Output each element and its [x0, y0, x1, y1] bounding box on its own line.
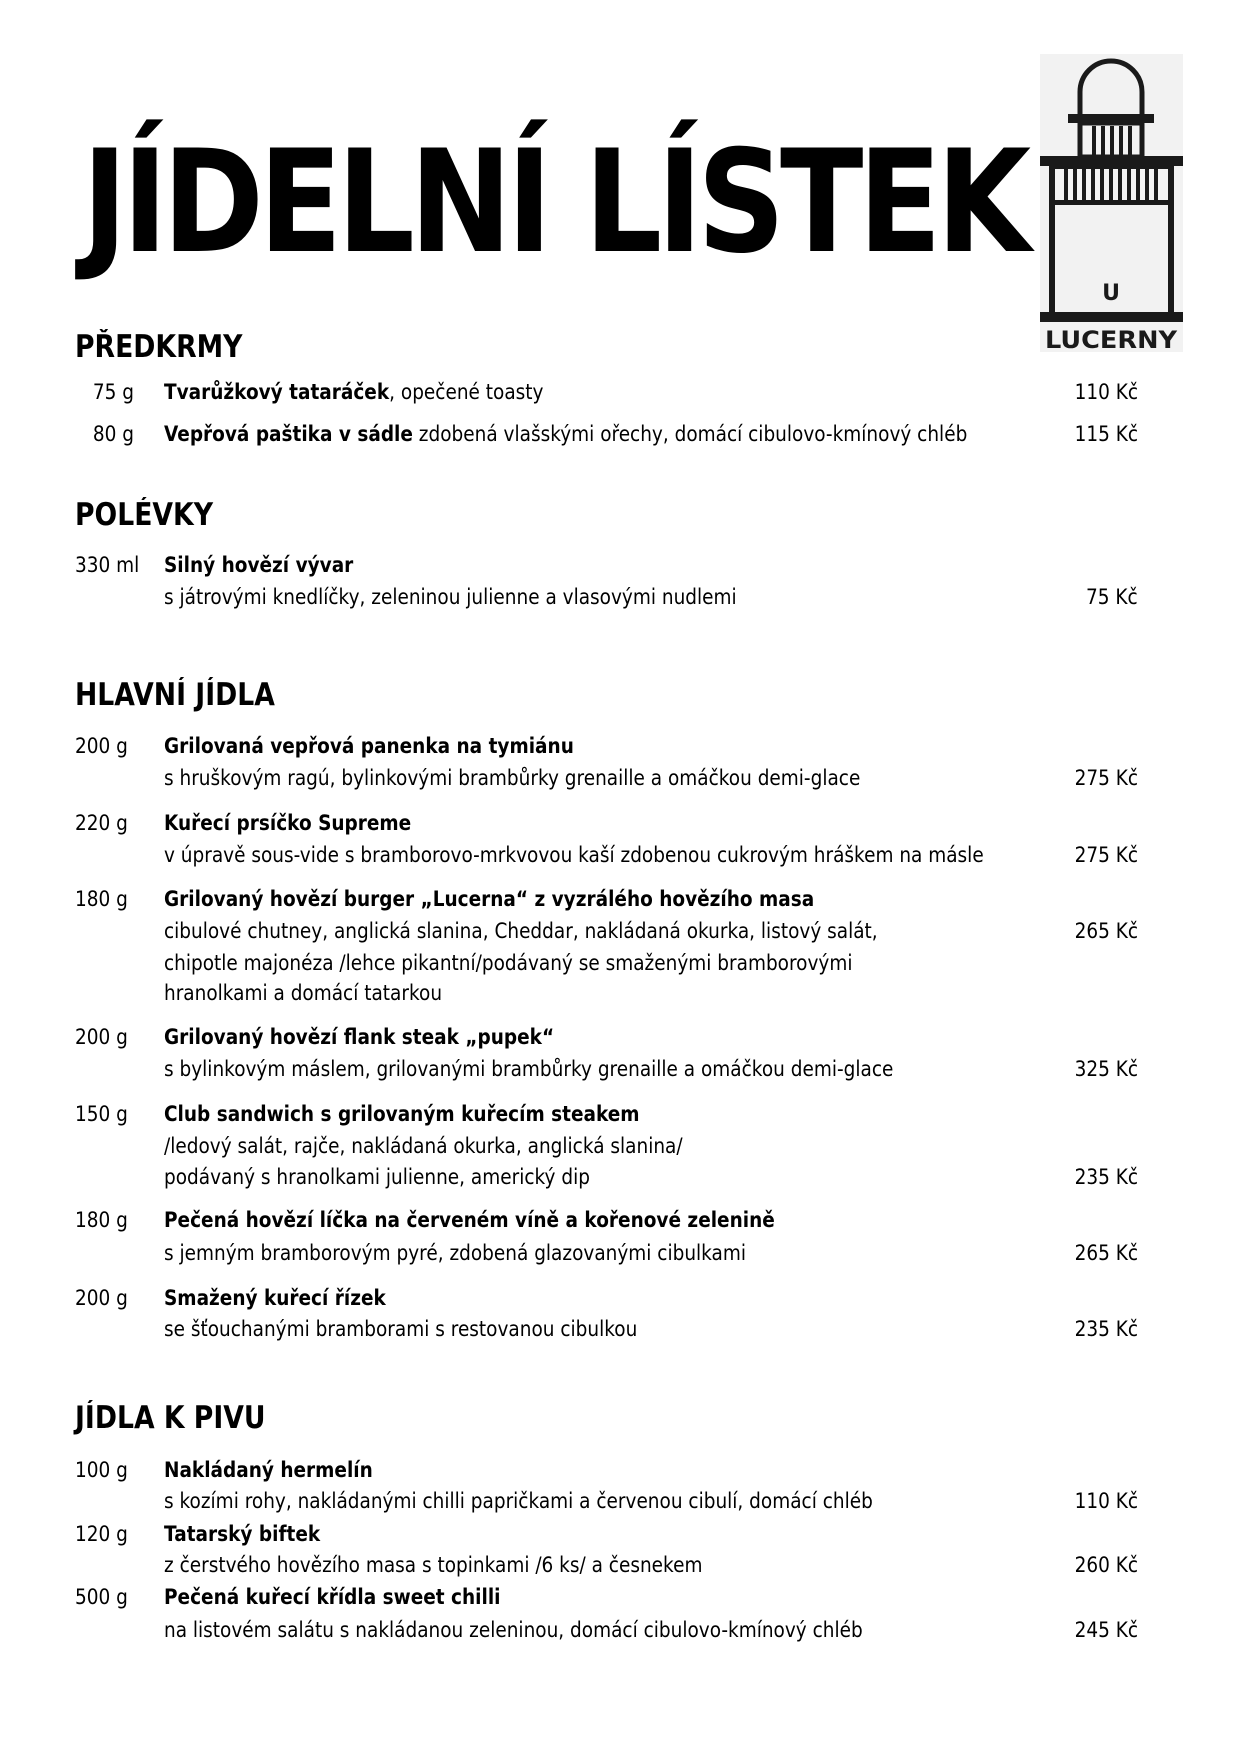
item-description: z čerstvého hovězího masa s topinkami /6 ks/ a česnekem [164, 1553, 703, 1577]
item-description: s bylinkovým máslem, grilovanými brambůrky grenaille a omáčkou demi-glace [164, 1057, 894, 1081]
item-name: Tatarský biftek [164, 1522, 321, 1546]
item-price: 275 Kč [1074, 843, 1138, 867]
item-name: Pečená kuřecí křídla sweet chilli [164, 1585, 501, 1609]
item-price: 110 Kč [1074, 1489, 1138, 1513]
item-weight: 120 g [75, 1522, 128, 1546]
lantern-tower-icon [1040, 54, 1183, 352]
item-name: Silný hovězí vývar [164, 553, 354, 577]
menu-item [164, 382, 543, 403]
item-price: 115 Kč [1074, 422, 1138, 446]
item-name: Vepřová paštika v sádle [164, 422, 413, 446]
item-description: zdobená vlašskými ořechy, domácí cibulovo-kmínový chléb [412, 422, 968, 446]
item-description: v úpravě sous-vide s bramborovo-mrkvovou kaší zdobenou cukrovým hráškem na másle [164, 843, 984, 867]
item-weight: 80 g [92, 422, 134, 446]
item-description: hranolkami a domácí tatarkou [164, 981, 443, 1005]
item-price: 75 Kč [1086, 585, 1138, 609]
item-name: Tvarůžkový tataráček [164, 380, 390, 404]
item-description: s kozími rohy, nakládanými chilli papričkami a červenou cibulí, domácí chléb [164, 1489, 873, 1513]
item-name: Grilovaný hovězí flank steak „pupek“ [164, 1025, 555, 1049]
item-description: s játrovými knedlíčky, zeleninou julienne a vlasovými nudlemi [164, 585, 737, 609]
item-weight: 500 g [75, 1585, 128, 1609]
item-price: 235 Kč [1074, 1317, 1138, 1341]
item-description: chipotle majonéza /lehce pikantní/podávaný se smaženými bramborovými [164, 951, 853, 975]
item-weight: 200 g [75, 1025, 128, 1049]
item-weight: 180 g [75, 1208, 128, 1232]
item-weight: 200 g [75, 734, 128, 758]
page-title: JÍDELNÍ LÍSTEK [82, 120, 1026, 285]
svg-text:LUCERNY: LUCERNY [1045, 326, 1178, 352]
item-price: 245 Kč [1074, 1618, 1138, 1642]
item-weight: 200 g [75, 1286, 128, 1310]
item-name: Nakládaný hermelín [164, 1458, 373, 1482]
svg-text:U: U [1102, 281, 1120, 306]
item-weight: 180 g [75, 887, 128, 911]
item-description: , opečené toasty [389, 380, 544, 404]
item-name: Kuřecí prsíčko Supreme [164, 811, 412, 835]
item-weight: 150 g [75, 1102, 128, 1126]
item-name: Grilovaný hovězí burger „Lucerna“ z vyzrálého hovězího masa [164, 887, 815, 911]
item-weight: 220 g [75, 811, 128, 835]
item-description: s jemným bramborovým pyré, zdobená glazovanými cibulkami [164, 1241, 747, 1265]
item-name: Club sandwich s grilovaným kuřecím steakem [164, 1102, 640, 1126]
item-description: podávaný s hranolkami julienne, americký dip [164, 1165, 590, 1189]
item-name: Smažený kuřecí řízek [164, 1286, 386, 1310]
item-name: Pečená hovězí líčka na červeném víně a kořenové zelenině [164, 1208, 775, 1232]
restaurant-logo [1040, 54, 1183, 352]
item-description: s hruškovým ragú, bylinkovými brambůrky grenaille a omáčkou demi-glace [164, 766, 861, 790]
item-price: 265 Kč [1074, 1241, 1138, 1265]
item-price: 265 Kč [1074, 919, 1138, 943]
item-weight: 100 g [75, 1458, 128, 1482]
menu-item [164, 424, 967, 445]
item-price: 275 Kč [1074, 766, 1138, 790]
item-weight: 330 ml [75, 553, 140, 577]
item-description: cibulové chutney, anglická slanina, Cheddar, nakládaná okurka, listový salát, [164, 919, 878, 943]
item-price: 325 Kč [1074, 1057, 1138, 1081]
section-title-hlavni-jidla: HLAVNÍ JÍDLA [75, 677, 275, 713]
item-description: /ledový salát, rajče, nakládaná okurka, anglická slanina/ [164, 1134, 683, 1158]
section-title-polevky: POLÉVKY [75, 497, 214, 533]
item-description: se šťouchanými bramborami s restovanou cibulkou [164, 1317, 638, 1341]
section-title-jidla-k-pivu: JÍDLA K PIVU [75, 1400, 266, 1436]
item-price: 260 Kč [1074, 1553, 1138, 1577]
section-title-predkrmy: PŘEDKRMY [75, 329, 243, 365]
item-name: Grilovaná vepřová panenka na tymiánu [164, 734, 574, 758]
item-price: 235 Kč [1074, 1165, 1138, 1189]
item-price: 110 Kč [1074, 380, 1138, 404]
item-description: na listovém salátu s nakládanou zeleninou, domácí cibulovo-kmínový chléb [164, 1618, 863, 1642]
item-weight: 75 g [92, 380, 134, 404]
